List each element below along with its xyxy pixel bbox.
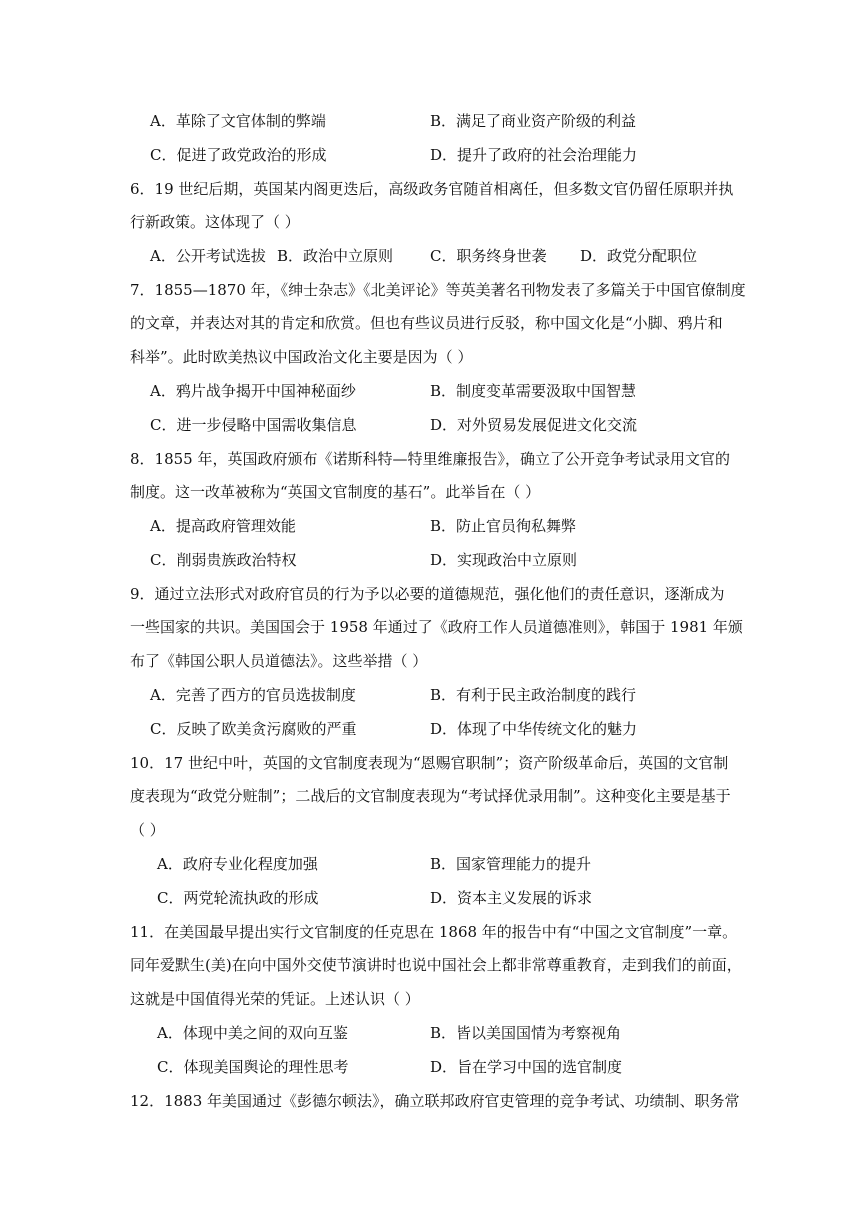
q12-stem-line-1: 12．1883 年美国通过《彭德尔顿法》，确立联邦政府官吏管理的竞争考试、功绩制、职务常 (130, 1092, 740, 1110)
q11-option-d: D．旨在学习中国的选官制度 (430, 1058, 623, 1076)
q5-option-b: B．满足了商业资产阶级的利益 (430, 112, 637, 130)
q6-option-a: A．公开考试选拔 (150, 247, 266, 265)
q9-stem-line-1: 9．通过立法形式对政府官员的行为予以必要的道德规范，强化他们的责任意识，逐渐成为 (130, 585, 725, 603)
q10-option-a: A．政府专业化程度加强 (157, 855, 318, 873)
q10-option-b: B．国家管理能力的提升 (430, 855, 592, 873)
q7-stem-line-2: 的文章，并表达对其的肯定和欣赏。但也有些议员进行反驳，称中国文化是“小脚、鸦片和 (130, 314, 723, 332)
q11-stem-line-2: 同年爱默生(美)在向中国外交使节演讲时也说中国社会上都非常尊重教育，走到我们的前面， (130, 956, 742, 974)
q8-option-d: D．实现政治中立原则 (430, 551, 578, 569)
q11-option-a: A．体现中美之间的双向互鉴 (157, 1024, 348, 1042)
q8-stem-line-1: 8．1855 年，英国政府颁布《诺斯科特—特里维廉报告》，确立了公开竞争考试录用文官的 (130, 450, 730, 468)
q10-option-c: C．两党轮流执政的形成 (157, 889, 319, 907)
q6-option-b: B．政治中立原则 (277, 247, 394, 265)
q7-option-d: D．对外贸易发展促进文化交流 (430, 416, 638, 434)
q10-stem-line-2: 度表现为“政党分赃制”；二战后的文官制度表现为“考试择优录用制”。这种变化主要是基于 (130, 787, 731, 805)
q11-option-c: C．体现美国舆论的理性思考 (157, 1058, 349, 1076)
q11-stem-line-1: 11．在美国最早提出实行文官制度的任克思在 1868 年的报告中有“中国之文官制度”一章。 (130, 923, 738, 941)
q5-option-d: D．提升了政府的社会治理能力 (430, 146, 638, 164)
q9-option-a: A．完善了西方的官员选拔制度 (150, 686, 356, 704)
q6-option-d: D．政党分配职位 (580, 247, 698, 265)
q8-option-b: B．防止官员徇私舞弊 (430, 517, 577, 535)
q6-stem-line-1: 6．19 世纪后期，英国某内阁更迭后，高级政务官随首相离任，但多数文官仍留任原职并执 (130, 180, 734, 198)
q9-option-d: D．体现了中华传统文化的魅力 (430, 720, 638, 738)
q11-stem-line-3: 这就是中国值得光荣的凭证。上述认识（ ） (130, 990, 420, 1008)
q10-stem-line-1: 10．17 世纪中叶，英国的文官制度表现为“恩赐官职制”；资产阶级革命后，英国的文官制 (130, 754, 729, 772)
q5-option-c: C．促进了政党政治的形成 (150, 146, 327, 164)
q10-stem-line-3: （ ） (130, 821, 165, 839)
q6-option-c: C．职务终身世袭 (430, 247, 547, 265)
q7-stem-line-3: 科举”。此时欧美热议中国政治文化主要是因为（ ） (130, 348, 473, 366)
q7-option-c: C．进一步侵略中国需收集信息 (150, 416, 357, 434)
q7-option-b: B．制度变革需要汲取中国智慧 (430, 382, 637, 400)
q9-option-c: C．反映了欧美贪污腐败的严重 (150, 720, 357, 738)
q9-option-b: B．有利于民主政治制度的践行 (430, 686, 637, 704)
q8-option-c: C．削弱贵族政治特权 (150, 551, 297, 569)
q9-stem-line-3: 布了《韩国公职人员道德法》。这些举措（ ） (130, 652, 428, 670)
q6-stem-line-2: 行新政策。这体现了（ ） (130, 213, 300, 231)
q8-option-a: A．提高政府管理效能 (150, 517, 296, 535)
q11-option-b: B．皆以美国国情为考察视角 (430, 1024, 622, 1042)
q9-stem-line-2: 一些国家的共识。美国国会于 1958 年通过了《政府工作人员道德准则》，韩国于 1981 年颁 (130, 618, 743, 636)
q10-option-d: D．资本主义发展的诉求 (430, 889, 593, 907)
q5-option-a: A．革除了文官体制的弊端 (150, 112, 326, 130)
q7-stem-line-1: 7．1855—1870 年，《绅士杂志》《北美评论》等英美著名刊物发表了多篇关于中国官僚制度 (130, 281, 746, 299)
q8-stem-line-2: 制度。这一改革被称为“英国文官制度的基石”。此举旨在（ ） (130, 483, 541, 501)
q7-option-a: A．鸦片战争揭开中国神秘面纱 (150, 382, 356, 400)
